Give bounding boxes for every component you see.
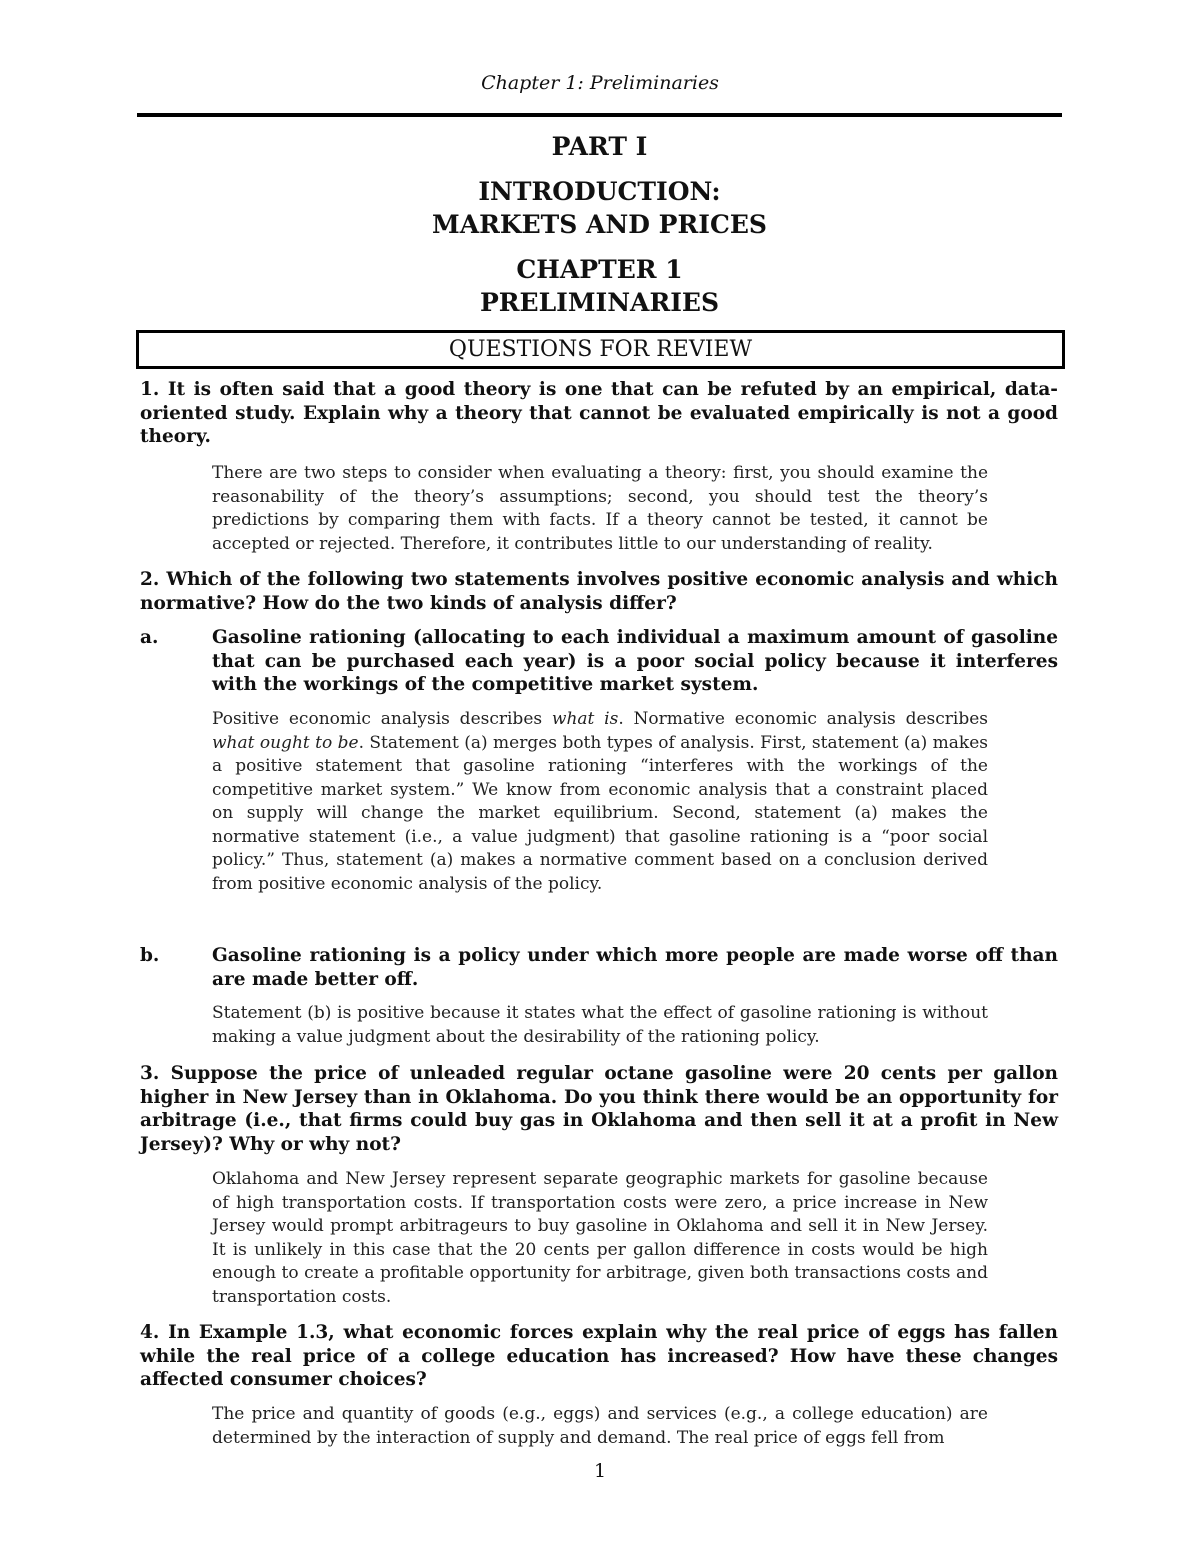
answer-1: There are two steps to consider when evaluating a theory: first, you should examine the reasonability of the theory’s assumptions; second, you should test the theory’s predictions by comparing them with facts. If a theory cannot be tested, it cannot be accepted or rejected. Therefore, it contributes little to our understanding of reality. (212, 463, 988, 554)
answer-2b: Statement (b) is positive because it states what the effect of gasoline rationing is without making a value judgment about the desirability of the rationing policy. (212, 1003, 988, 1047)
part-label: PART I (551, 132, 648, 161)
section-heading: QUESTIONS FOR REVIEW (448, 337, 753, 362)
answer-2a-part-3: . Statement (a) merges both types of analysis. First, statement (a) makes a positive statement that gasoline rationing “interferes with the workings of the competitive market system.” We know from economic analysis that a constraint placed on supply will change the market equilibrium. Second, statement (a) makes the normative statement (i.e., a value judgment) that gasoline rationing is a “poor social policy.” Thus, statement (a) makes a normative comment based on a conclusion derived from positive economic analysis of the policy. (212, 732, 988, 894)
answer-2a-emphasis-2: what ought to be (212, 732, 359, 753)
title-block (137, 130, 1062, 319)
chapter-label: CHAPTER 1 (516, 255, 683, 284)
answer-2a-part-1: Positive economic analysis describes (212, 709, 552, 729)
question-2a (140, 626, 1058, 697)
part-title-line-1: INTRODUCTION: (478, 177, 721, 206)
question-2b-label: b. (140, 945, 160, 966)
question-4: 4. In Example 1.3, what economic forces explain why the real price of eggs has fallen while the real price of a college education has increased? How have these changes affected consumer choices? (140, 1322, 1058, 1390)
answer-4: The price and quantity of goods (e.g., eggs) and services (e.g., a college education) are determined by the interaction of supply and demand. The real price of eggs fell from (212, 1404, 988, 1448)
question-3: 3. Suppose the price of unleaded regular octane gasoline were 20 cents per gallon higher in New Jersey than in Oklahoma. Do you think there would be an opportunity for arbitrage (i.e., that firms could buy gas in Oklahoma and then sell it at a profit in New Jersey)? Why or why not? (140, 1063, 1058, 1155)
answer-2a-part-2: . Normative economic analysis describes (618, 709, 988, 729)
answer-2a (212, 708, 988, 896)
question-2b (140, 944, 1058, 991)
chapter-title: PRELIMINARIES (479, 288, 720, 317)
question-2a-text: Gasoline rationing (allocating to each individual a maximum amount of gasoline that can be purchased each year) is a poor social policy because it interferes with the workings of the competitive market system. (212, 627, 1058, 695)
part-title-line-2: MARKETS AND PRICES (432, 210, 767, 239)
page-number: 1 (593, 1460, 607, 1482)
answer-2a-emphasis-1: what is (551, 709, 619, 729)
running-header: Chapter 1: Preliminaries (481, 72, 719, 94)
section-heading-box (136, 330, 1065, 369)
question-2b-text: Gasoline rationing is a policy under which more people are made worse off than are made better off. (212, 945, 1058, 990)
question-1: 1. It is often said that a good theory is one that can be refuted by an empirical, data-oriented study. Explain why a theory that cannot be evaluated empirically is not a good theory. (140, 379, 1058, 447)
header-rule (137, 113, 1062, 117)
question-2: 2. Which of the following two statements involves positive economic analysis and which normative? How do the two kinds of analysis differ? (140, 569, 1058, 614)
answer-3: Oklahoma and New Jersey represent separate geographic markets for gasoline because of high transportation costs. If transportation costs were zero, a price increase in New Jersey would prompt arbitrageurs to buy gasoline in Oklahoma and sell it in New Jersey. It is unlikely in this case that the 20 cents per gallon difference in costs would be high enough to create a profitable opportunity for arbitrage, given both transactions costs and transportation costs. (212, 1169, 988, 1307)
question-2a-label: a. (140, 627, 159, 648)
